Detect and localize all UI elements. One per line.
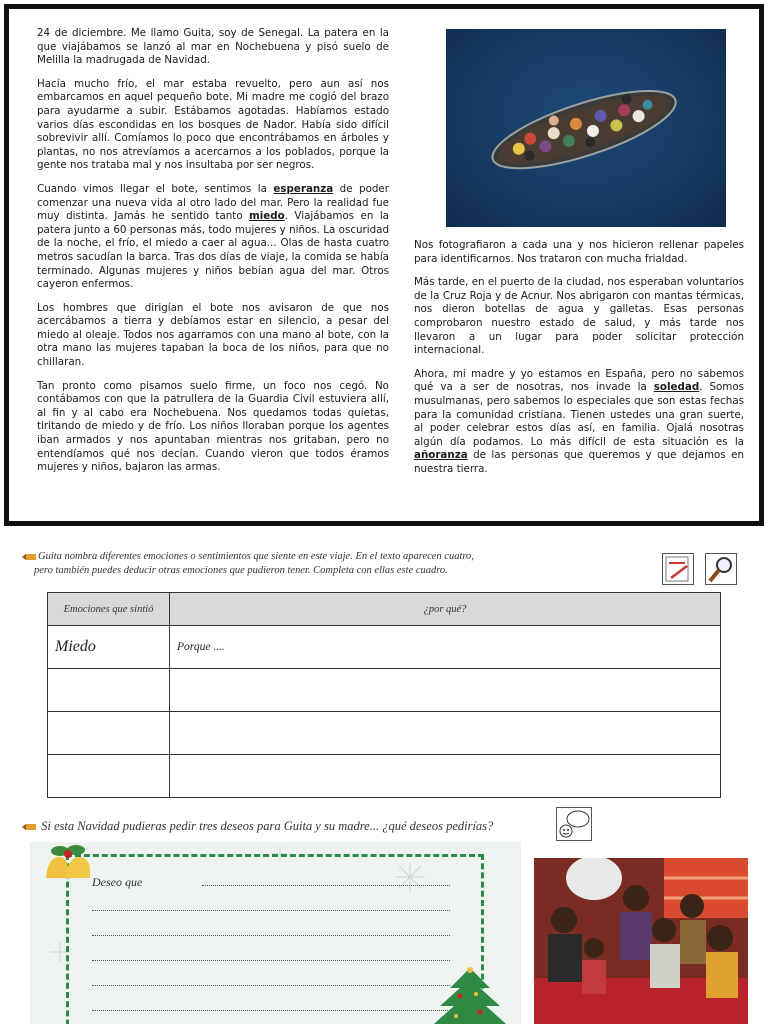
table-row xyxy=(48,755,721,798)
wish-line[interactable] xyxy=(92,985,450,986)
reason-cell[interactable] xyxy=(170,712,721,755)
thought-bubble-icon xyxy=(557,808,591,840)
wish-line[interactable] xyxy=(92,960,450,961)
reason-cell[interactable]: Porque .... xyxy=(170,626,721,669)
story-paragraph xyxy=(37,183,389,292)
emotions-table xyxy=(47,592,721,798)
magnifier-icon xyxy=(705,553,737,585)
reason-cell[interactable] xyxy=(170,669,721,712)
header-emotions: Emociones que sintió xyxy=(48,593,170,626)
wish-line[interactable] xyxy=(202,885,450,886)
emotion-cell[interactable] xyxy=(48,712,170,755)
activity2-instruction xyxy=(22,819,493,834)
write-icon xyxy=(662,553,694,585)
table-header-row xyxy=(48,593,721,626)
table-row xyxy=(48,712,721,755)
keyword-soledad: soledad xyxy=(653,381,700,394)
paragraph-text: . Viajábamos en la patera junto a 60 personas más, todo mujeres y niños. La oscuridad de la noche, el frío, el miedo a caer al agua... Olas de hasta cuatro metros sacudían la barca. Tras dos días de viaje, la comida se había terminado. Algunas mujeres y niños bebían agua del mar. Otros cayeron enfermos. xyxy=(37,210,389,291)
instruction-line: pero también puedes deducir otras emociones que pudieron tener. Completa con ellas este cuadro. xyxy=(34,565,448,576)
header-why: ¿por qué? xyxy=(170,593,721,626)
paragraph-text: de las personas que queremos y que dejamos en nuestra tierra. xyxy=(414,449,744,475)
story-left-column xyxy=(37,27,389,485)
boat-illustration xyxy=(446,29,726,227)
story-paragraph: Hacía mucho frío, el mar estaba revuelto, pero aun así nos embarcamos en aquel pequeño bote. Mi madre me cogió del brazo para ayudarme a subir. Estábamos agotadas. Habíamos estado varios días escondidas en los bosques de Nador. Había sido difícil sobrevivir allí. Comíamos lo poco que encontrábamos en árboles y plantas, no nos atrevíamos a acercarnos a los poblados, porque la gente nos trataba mal y nos insultaba por ser negros. xyxy=(37,77,389,172)
reason-cell[interactable] xyxy=(170,755,721,798)
paper-pencil-icon xyxy=(663,554,693,584)
table-row xyxy=(48,626,721,669)
paragraph-text: de poder comenzar una nueva vida al otro lado del mar. Pero la realidad fue muy distinta. Jamás he sentido tanto xyxy=(37,182,389,223)
christmas-tree-icon xyxy=(430,966,510,1024)
emotion-cell[interactable] xyxy=(48,669,170,712)
paragraph-text: . Somos musulmanas, pero sabemos lo especiales que son estas fechas para la comunidad cristiana. Tienen ustedes una gran suerte, al poder celebrar estos días así, en familia. Ojalá nosotras algún día podamos. Lo más difícil de esta situación es la xyxy=(414,381,745,448)
wish-label: Deseo que xyxy=(92,875,143,889)
keyword-esperanza: esperanza xyxy=(273,182,334,195)
think-icon xyxy=(556,807,592,841)
instruction-line xyxy=(22,550,582,564)
story-right-column xyxy=(414,239,744,487)
keyword-anoranza: añoranza xyxy=(414,449,468,462)
keyword-miedo: miedo xyxy=(249,210,285,223)
pencil-icon xyxy=(22,553,36,561)
people-photo xyxy=(534,858,748,1024)
paragraph-text: Ahora, mi madre y yo estamos en España, pero no sabemos qué va a ser de nosotras, nos invade la xyxy=(414,367,744,394)
activity1-instruction xyxy=(22,550,582,578)
story-paragraph: Nos fotografiaron a cada una y nos hicieron rellenar papeles para identificarnos. Nos trataron con mucha frialdad. xyxy=(414,239,744,265)
story-paragraph: 24 de diciembre. Me llamo Guita, soy de Senegal. La patera en la que viajábamos se lanzó al mar en Nochebuena y pisó suelo de Melilla la madrugada de Navidad. xyxy=(37,27,389,67)
boat-photo xyxy=(446,29,726,227)
search-icon xyxy=(706,554,736,584)
story-paragraph: Tan pronto como pisamos suelo firme, un foco nos cegó. No contábamos con que la patrullera de la Guardia Civil estuviera allí, al fin y al cabo era Nochebuena. Nos quedamos todas quietas, tiritando de miedo y de frío. Los niños lloraban porque los agentes iban armados y nos apuntaban mientras nos gritaban, pero no entendíamos qué nos decían. Cuando vieron que todos éramos mujeres y niños, bajaron las armas. xyxy=(37,379,389,474)
wish-card xyxy=(30,842,521,1024)
story-frame xyxy=(4,4,764,526)
story-paragraph xyxy=(414,368,744,477)
story-paragraph: Más tarde, en el puerto de la ciudad, nos esperaban voluntarios de la Cruz Roja y de Acnur. Nos abrigaron con mantas térmicas, nos dieron botellas de agua y galletas. Esas personas comprobaron nuestro estado de salud, y más tarde nos llevaron a un lugar para poder solicitar protección internacional. xyxy=(414,276,744,357)
wish-line[interactable] xyxy=(92,935,450,936)
instruction-text: Guita nombra diferentes emociones o sentimientos que siente en este viaje. En el texto aparecen cuatro, xyxy=(38,551,474,562)
paragraph-text: Cuando vimos llegar el bote, sentimos la xyxy=(37,182,274,195)
wish-line[interactable] xyxy=(92,1010,450,1011)
story-paragraph: Los hombres que dirigían el bote nos avisaron de que nos acercábamos a tierra y debíamos estar en silencio, a pesar del miedo al oleaje. Todos nos agarramos con una mano al bote, con la otra mano las mujeres tapaban la boca de los niños, para que no chillaran. xyxy=(37,301,389,369)
wish-line[interactable] xyxy=(92,910,450,911)
emotion-cell[interactable]: Miedo xyxy=(48,626,170,669)
bells-icon xyxy=(38,842,98,882)
table-row xyxy=(48,669,721,712)
instruction-text: Si esta Navidad pudieras pedir tres deseos para Guita y su madre... ¿qué deseos pedirías? xyxy=(41,819,494,833)
people-illustration xyxy=(534,858,748,1024)
pencil-icon xyxy=(22,823,36,831)
emotion-cell[interactable] xyxy=(48,755,170,798)
